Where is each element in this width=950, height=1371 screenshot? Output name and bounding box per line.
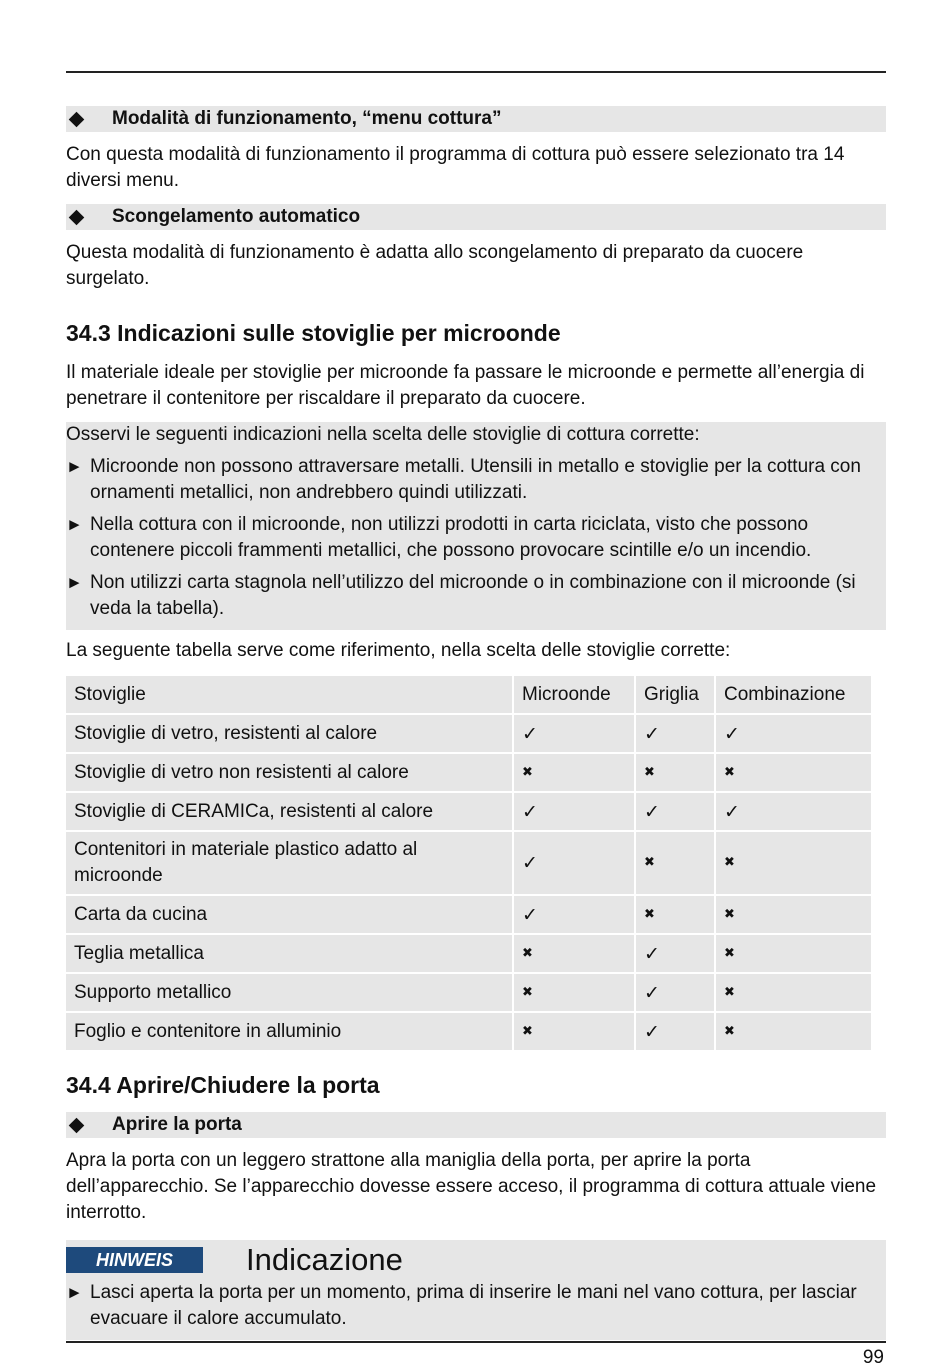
header-combinazione: Combinazione	[716, 676, 871, 713]
instruction-item	[66, 454, 886, 506]
microonde-mark: ✓	[514, 896, 634, 933]
table-header-row	[66, 676, 871, 713]
row-label: Contenitori in materiale plastico adatto al microonde	[66, 832, 512, 894]
subheading-text: Scongelamento automatico	[112, 206, 361, 227]
combinazione-mark: ✖	[716, 832, 871, 894]
combinazione-mark: ✓	[716, 793, 871, 830]
row-label: Foglio e contenitore in alluminio	[66, 1013, 512, 1050]
microonde-mark: ✖	[514, 1013, 634, 1050]
griglia-mark: ✓	[636, 715, 714, 752]
instruction-item	[66, 570, 886, 622]
paragraph-aprire-porta: Apra la porta con un leggero strattone alla maniglia della porta, per aprire la porta dell’apparecchio. Se l’apparecchio dovesse essere acceso, il programma di cottura attuale viene interrotto.	[66, 1150, 877, 1223]
instruction-text: Non utilizzi carta stagnola nell’utilizzo del microonde o in combinazione con il microonde (si veda la tabella).	[90, 572, 856, 619]
table-row	[66, 974, 871, 1011]
arrow-bullet-icon: ►	[66, 457, 83, 476]
combinazione-mark: ✓	[716, 715, 871, 752]
arrow-bullet-icon: ►	[66, 1283, 83, 1302]
diamond-bullet-icon	[69, 111, 85, 127]
combinazione-mark: ✖	[716, 896, 871, 933]
diamond-bullet-icon	[69, 209, 85, 225]
griglia-mark: ✓	[636, 1013, 714, 1050]
combinazione-mark: ✖	[716, 935, 871, 972]
notice-item	[66, 1280, 886, 1332]
table-intro: La seguente tabella serve come riferimento, nella scelta delle stoviglie corrette:	[66, 640, 731, 661]
table-row	[66, 793, 871, 830]
griglia-mark: ✓	[636, 935, 714, 972]
microonde-mark: ✖	[514, 935, 634, 972]
subheading-scongelamento	[66, 204, 886, 230]
page-content	[66, 106, 886, 1340]
subheading-text: Modalità di funzionamento, “menu cottura”	[112, 108, 502, 129]
subheading-menu-cottura	[66, 106, 886, 132]
hinweis-badge: HINWEIS	[66, 1247, 203, 1273]
diamond-bullet-icon	[69, 1117, 85, 1133]
microonde-mark: ✖	[514, 754, 634, 791]
microonde-mark: ✓	[514, 832, 634, 894]
table-row	[66, 896, 871, 933]
row-label: Teglia metallica	[66, 935, 512, 972]
header-microonde: Microonde	[514, 676, 634, 713]
notice-header	[66, 1240, 886, 1280]
instruction-text: Microonde non possono attraversare metalli. Utensili in metallo e stoviglie per la cottura con ornamenti metallici, non andrebbero quindi utilizzati.	[90, 456, 861, 503]
row-label: Stoviglie di vetro non resistenti al calore	[66, 754, 512, 791]
subheading-aprire-porta	[66, 1112, 886, 1138]
notice-box	[66, 1240, 886, 1340]
table-row	[66, 832, 871, 894]
section-title-34-4: 34.4 Aprire/Chiudere la porta	[66, 1072, 380, 1098]
microonde-mark: ✓	[514, 793, 634, 830]
instruction-text: Nella cottura con il microonde, non utilizzi prodotti in carta riciclata, visto che possono contenere piccoli frammenti metallici, che possono provocare scintille e/o un incendio.	[90, 514, 812, 561]
row-label: Supporto metallico	[66, 974, 512, 1011]
instruction-item	[66, 512, 886, 564]
microonde-mark: ✖	[514, 974, 634, 1011]
header-griglia: Griglia	[636, 676, 714, 713]
combinazione-mark: ✖	[716, 974, 871, 1011]
paragraph-scongelamento: Questa modalità di funzionamento è adatta allo scongelamento di preparato da cuocere surgelato.	[66, 242, 804, 289]
page-number: 99	[862, 1347, 884, 1368]
header-stoviglie: Stoviglie	[66, 676, 512, 713]
griglia-mark: ✖	[636, 754, 714, 791]
combinazione-mark: ✖	[716, 1013, 871, 1050]
notice-title: Indicazione	[246, 1242, 403, 1277]
section-title-34-3: 34.3 Indicazioni sulle stoviglie per microonde	[66, 320, 561, 346]
cookware-table	[64, 674, 873, 1052]
instructions-intro: Osservi le seguenti indicazioni nella scelta delle stoviglie di cottura corrette:	[66, 424, 700, 445]
instructions-box	[66, 422, 886, 630]
combinazione-mark: ✖	[716, 754, 871, 791]
row-label: Stoviglie di vetro, resistenti al calore	[66, 715, 512, 752]
table-row	[66, 715, 871, 752]
table-row	[66, 754, 871, 791]
header-rule	[66, 71, 886, 73]
griglia-mark: ✓	[636, 793, 714, 830]
table-row	[66, 1013, 871, 1050]
table-row	[66, 935, 871, 972]
subheading-text: Aprire la porta	[112, 1114, 242, 1135]
paragraph-menu-cottura: Con questa modalità di funzionamento il programma di cottura può essere selezionato tra 14 diversi menu.	[66, 144, 845, 191]
notice-text: Lasci aperta la porta per un momento, prima di inserire le mani nel vano cottura, per lasciar evacuare il calore accumulato.	[90, 1282, 857, 1329]
row-label: Carta da cucina	[66, 896, 512, 933]
microonde-mark: ✓	[514, 715, 634, 752]
footer-rule	[66, 1341, 886, 1343]
griglia-mark: ✓	[636, 974, 714, 1011]
paragraph-intro-34-3: Il materiale ideale per stoviglie per microonde fa passare le microonde e permette all’energia di penetrare il contenitore per riscaldare il preparato da cuocere.	[66, 362, 865, 409]
griglia-mark: ✖	[636, 832, 714, 894]
arrow-bullet-icon: ►	[66, 573, 83, 592]
arrow-bullet-icon: ►	[66, 515, 83, 534]
row-label: Stoviglie di CERAMICa, resistenti al calore	[66, 793, 512, 830]
griglia-mark: ✖	[636, 896, 714, 933]
